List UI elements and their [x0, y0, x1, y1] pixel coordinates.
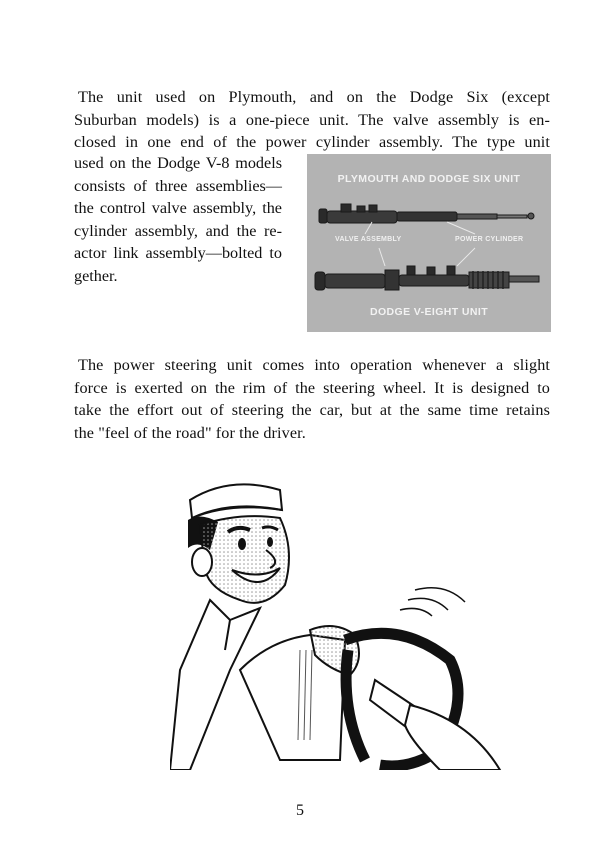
text-line: cylinder assembly, and the re-	[74, 221, 282, 240]
paragraph-2	[74, 354, 550, 444]
text-line: the "feel of the road" for the driver.	[74, 423, 306, 442]
text-line: The unit used on Plymouth, and on the Dodge Six (except	[78, 88, 550, 106]
text-line: take the effort out of steering the car, but at the same time retains	[74, 401, 550, 419]
text-line: force is exerted on the rim of the steering wheel. It is designed to	[74, 378, 550, 397]
paragraph-1-side-column	[74, 152, 282, 287]
text-line: actor link assembly—bolted to	[74, 244, 282, 262]
text-line: used on the Dodge V-8 models	[74, 154, 282, 172]
text-line: Suburban models) is a one-piece unit. The valve assembly is en-	[74, 110, 550, 129]
page-number: 5	[296, 802, 304, 819]
power-steering-units-photo	[307, 154, 551, 332]
text-line: gether.	[74, 266, 118, 285]
text-line: The power steering unit comes into operation whenever a slight	[78, 356, 550, 374]
plymouth-dodge-six-unit	[319, 204, 534, 223]
text-line: the control valve assembly, the	[74, 199, 282, 217]
photo-label-power-cylinder: POWER CYLINDER	[455, 236, 524, 243]
photo-label-valve-assembly: VALVE ASSEMBLY	[335, 236, 402, 243]
text-line: closed in one end of the power cylinder assembly. The type unit	[74, 133, 550, 151]
dodge-v-eight-unit	[315, 266, 539, 290]
driver-cartoon-illustration	[170, 470, 550, 770]
paragraph-1-full-width	[74, 86, 550, 154]
text-line: consists of three assemblies—	[74, 176, 282, 195]
photo-label-top: PLYMOUTH AND DODGE SIX UNIT	[337, 173, 521, 185]
photo-label-bottom: DODGE V-EIGHT UNIT	[369, 306, 489, 318]
